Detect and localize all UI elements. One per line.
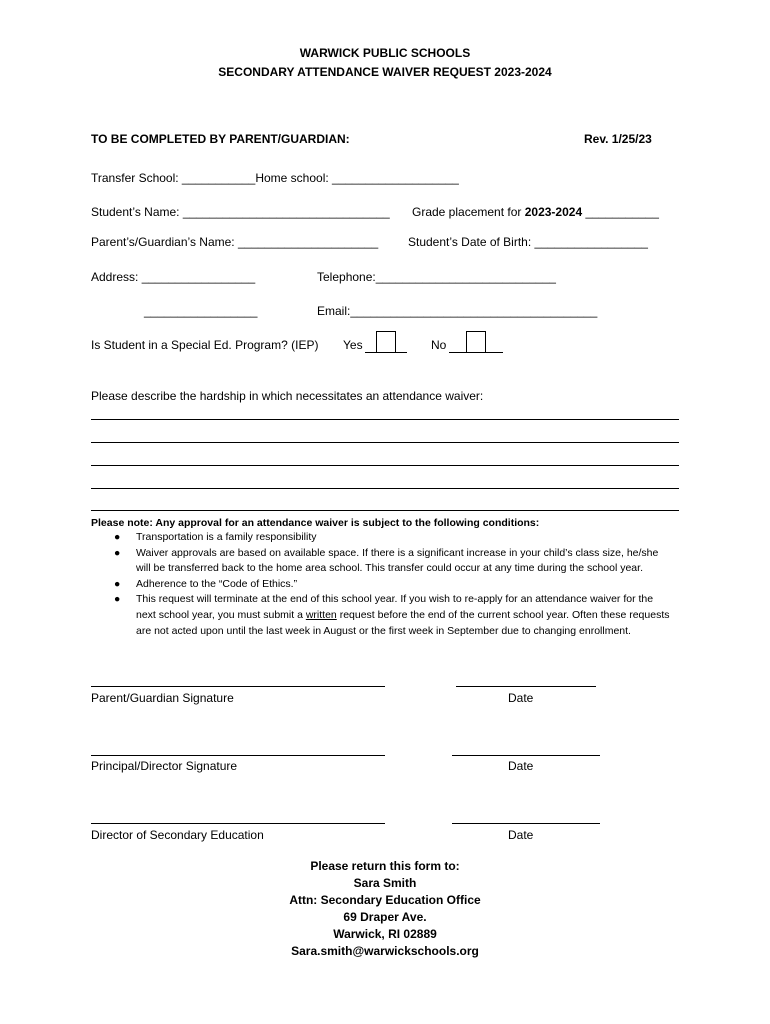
principal-date-line[interactable] [452,755,600,756]
date-of-birth-field[interactable]: Student’s Date of Birth: _________________ [408,235,648,249]
address-field[interactable]: Address: _________________ [91,270,256,284]
return-heading: Please return this form to: [310,859,460,873]
parent-date-line[interactable] [456,686,596,687]
director-signature-line[interactable] [91,823,385,824]
return-street: 69 Draper Ave. [343,910,427,924]
condition-item: ● Waiver approvals are based on available space. If there is a significant increase in your child’s class size, he/she will be transferred back to the home area school. This transfer could occur at any time during the school year. [114,546,659,575]
email-field[interactable]: Email:_____________________________________ [317,304,598,318]
bullet-icon: ● [114,577,121,590]
principal-signature-label: Principal/Director Signature [91,759,238,773]
hardship-line-2[interactable] [91,442,679,443]
student-name-field[interactable]: Student’s Name: _______________________________ [91,205,390,219]
director-date-line[interactable] [452,823,600,824]
bullet-icon: ● [114,546,121,559]
hardship-line-3[interactable] [91,465,679,466]
principal-date-label: Date [508,759,534,773]
telephone-field[interactable]: Telephone:___________________________ [317,270,556,284]
bullet-icon: ● [114,531,121,543]
director-date-label: Date [508,828,534,842]
parent-signature-line[interactable] [91,686,385,687]
note-heading: Please note: Any approval for an attendance waiver is subject to the following conditions: [91,517,540,529]
bullet-icon: ● [114,593,121,606]
parent-name-field[interactable]: Parent’s/Guardian’s Name: _____________________ [91,235,379,249]
transfer-home-school-field[interactable]: Transfer School: ___________Home school: ___________________ [91,171,459,185]
principal-signature-line[interactable] [91,755,385,756]
written-emphasis: written [305,608,337,621]
address-line2-field[interactable]: _________________ [144,304,258,318]
hardship-line-5[interactable] [91,510,679,511]
grade-placement-label: Grade placement for [412,205,525,219]
return-office: Attn: Secondary Education Office [289,893,481,907]
director-signature-label: Director of Secondary Education [91,828,264,842]
parent-date-label: Date [508,691,534,705]
grade-year: 2023-2024 [524,205,583,219]
iep-yes-checkbox[interactable] [376,331,396,353]
iep-yes-label: Yes [343,338,363,352]
parent-signature-label: Parent/Guardian Signature [91,691,234,705]
header-school-name: WARWICK PUBLIC SCHOOLS [299,46,471,60]
iep-no-label: No [431,338,447,352]
header-form-title: SECONDARY ATTENDANCE WAIVER REQUEST 2023-2024 [218,65,552,79]
grade-placement-field[interactable] [412,205,659,219]
conditions-list [114,530,674,639]
hardship-prompt: Please describe the hardship in which necessitates an attendance waiver: [91,389,484,403]
condition-item: ● Transportation is a family responsibility [114,530,674,546]
hardship-line-1[interactable] [91,419,679,420]
iep-no-checkbox[interactable] [466,331,486,353]
condition-item: ● This request will terminate at the end of this school year. If you wish to re-apply for an attendance waiver for the next school year, you must submit a written request before the end of the current school year. Often these requests are not acted upon until the last week in August or the first week in September due to changing enrollment. [114,593,670,637]
return-email[interactable]: Sara.smith@warwickschools.org [291,944,479,958]
return-name: Sara Smith [353,876,417,890]
grade-placement-blank: ___________ [582,205,659,219]
return-city: Warwick, RI 02889 [333,927,437,941]
condition-item: ● Adherence to the “Code of Ethics.” [114,577,674,593]
iep-question: Is Student in a Special Ed. Program? (IEP) [91,338,319,352]
revision-label: Rev. 1/25/23 [584,132,652,146]
section-title: TO BE COMPLETED BY PARENT/GUARDIAN: [91,132,350,146]
hardship-line-4[interactable] [91,488,679,489]
